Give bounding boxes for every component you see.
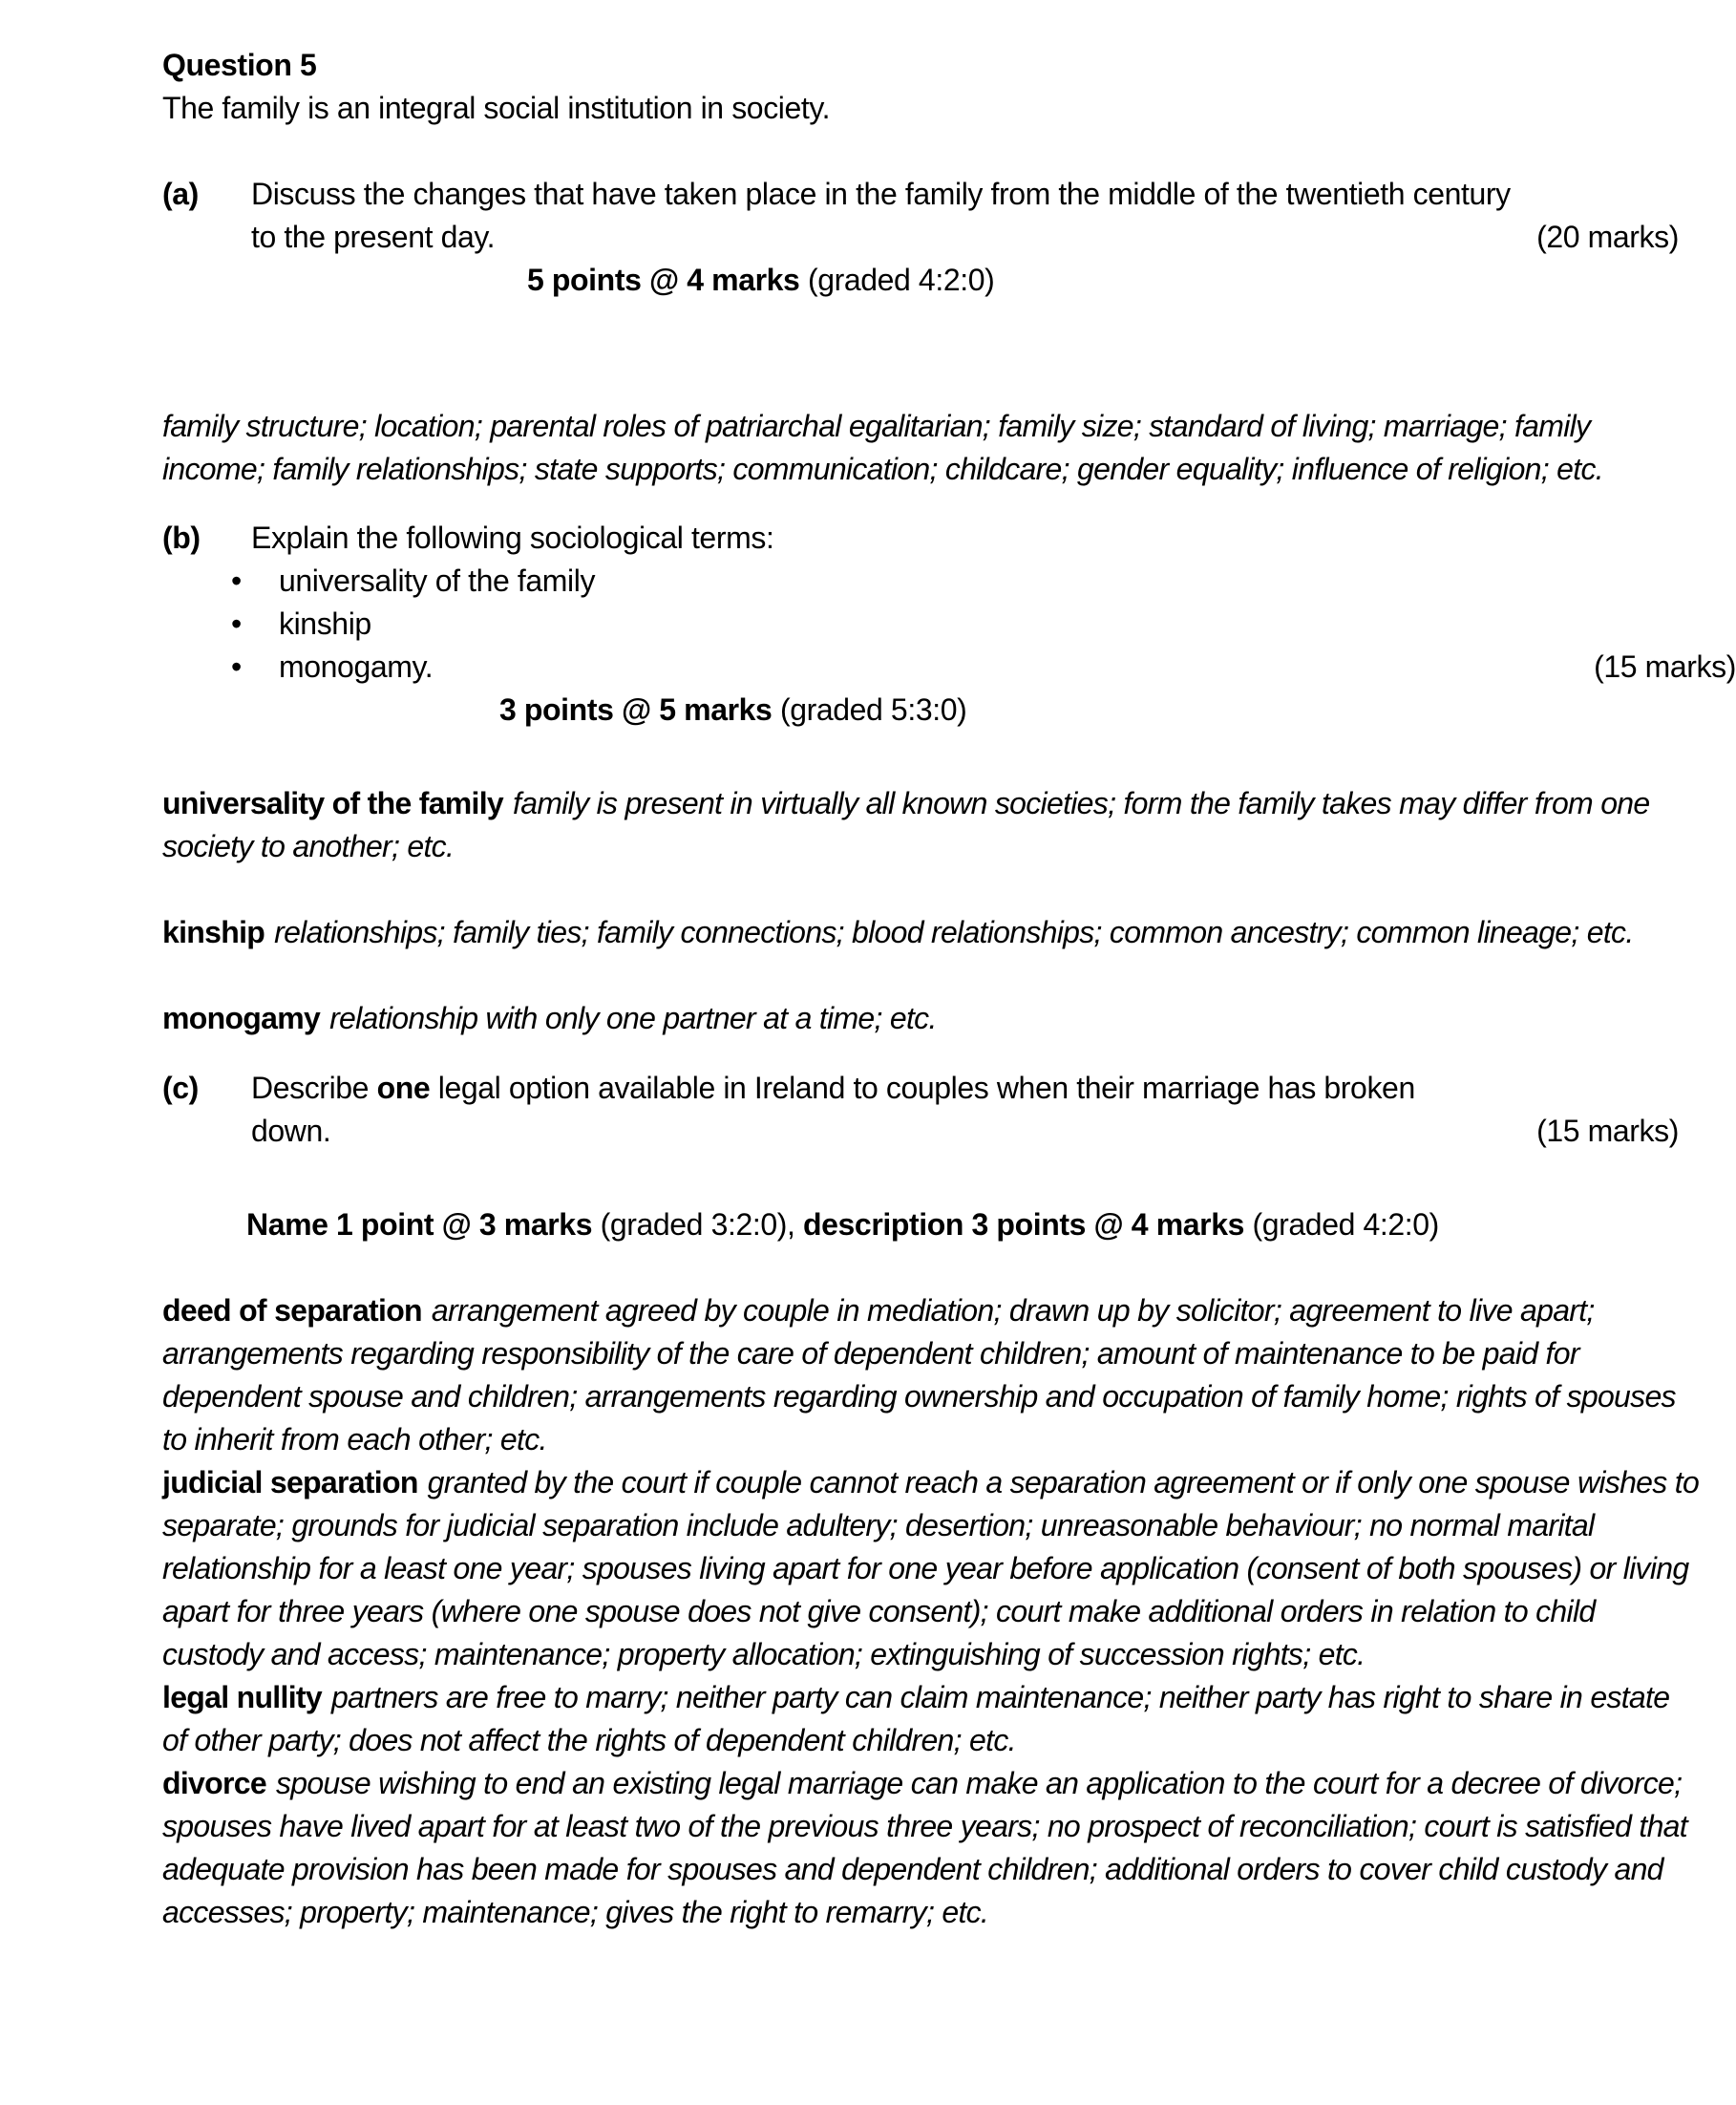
part-c-line2: down.: [251, 1114, 331, 1148]
part-a-grading: [527, 259, 1679, 302]
part-a-body: [251, 173, 1679, 259]
legal-option-term: divorce: [162, 1766, 266, 1800]
part-a-line1: Discuss the changes that have taken place in the family from the middle of the twentieth century: [251, 177, 1511, 211]
legal-option-term: deed of separation: [162, 1293, 422, 1328]
part-a-answer-text: family structure; location; parental roles of patriarchal egalitarian; family size; standard of living; marriage; family income; family relationships; state supports; communication; childcare; gender equality; influence of religion; etc.: [162, 409, 1603, 486]
part-b-grading-bold: 3 points @ 5 marks: [499, 692, 773, 727]
bullet-text: universality of the family: [279, 563, 596, 598]
list-item: [0, 603, 1736, 646]
part-b-grading-note: (graded 5:3:0): [772, 692, 967, 727]
legal-option-text: spouse wishing to end an existing legal marriage can make an application to the court for a decree of divorce; spouses have lived apart for at least two of the previous three years; no prospect of reconciliation; court is satisfied that adequate provision has been made for spouses and dependent children; additional orders to cover child custody and accesses; property; maintenance; gives the right to remarry; etc.: [162, 1766, 1687, 1929]
part-b-marks: (15 marks): [1594, 649, 1736, 684]
part-c-marks: (15 marks): [1536, 1114, 1679, 1148]
definition-text: relationship with only one partner at a time; etc.: [329, 1001, 937, 1035]
definition-text: family is present in virtually all known societies; form the family takes may differ from one society to another; etc.: [162, 786, 1650, 863]
part-a: [162, 173, 1679, 259]
bullet-text: kinship: [279, 606, 371, 641]
bullet-text: monogamy.: [279, 649, 434, 684]
definition-term: monogamy: [162, 1001, 321, 1035]
part-c-label: (c): [162, 1071, 199, 1105]
part-c-answer-block: [162, 1289, 1700, 1934]
part-a-line2-row: [251, 216, 1679, 259]
definition-text: relationships; family ties; family connections; blood relationships; common ancestry; common lineage; etc.: [274, 915, 1634, 949]
part-a-grading-note: (graded 4:2:0): [799, 263, 995, 297]
part-c-grading-note-1: (graded 3:2:0),: [592, 1207, 803, 1242]
legal-option-text: granted by the court if couple cannot reach a separation agreement or if only one spouse wishes to separate; grounds for judicial separation include adultery; desertion; unreasonable behaviour; no normal marital relationship for a least one year; spouses living apart for one year before application (consent of both spouses) or living apart for three years (where one spouse does not give consent); court make additional orders in relation to child custody and access; maintenance; property allocation; extinguishing of succession rights; etc.: [162, 1465, 1700, 1671]
legal-option-divorce: [162, 1762, 1700, 1934]
definition-universality: [162, 782, 1700, 868]
part-c-grading-note-2: (graded 4:2:0): [1244, 1207, 1439, 1242]
part-b-label: (b): [162, 521, 201, 555]
part-a-line2: to the present day.: [251, 220, 496, 254]
part-c-grading-bold-1: Name 1 point @ 3 marks: [246, 1207, 593, 1242]
bullet-icon: •: [231, 649, 242, 684]
legal-option-term: judicial separation: [162, 1465, 418, 1499]
part-a-grading-bold: 5 points @ 4 marks: [527, 263, 800, 297]
part-c-line1-pre: Describe: [251, 1071, 377, 1105]
definition-term: universality of the family: [162, 786, 504, 820]
list-item: [0, 646, 1736, 689]
definition-term: kinship: [162, 915, 265, 949]
part-b-grading: [499, 689, 1679, 732]
part-a-marks: (20 marks): [1536, 220, 1679, 254]
part-c-line2-row: [251, 1110, 1679, 1153]
part-c-line1-post: legal option available in Ireland to couples when their marriage has broken: [430, 1071, 1415, 1105]
bullet-icon: •: [231, 563, 242, 598]
part-b: [162, 517, 1679, 560]
legal-option-deed-of-separation: [162, 1289, 1700, 1461]
list-item: [0, 560, 1736, 603]
definition-kinship: [162, 911, 1700, 954]
part-b-bullet-list: [0, 560, 1736, 689]
legal-option-term: legal nullity: [162, 1680, 322, 1714]
part-c-body: [251, 1067, 1679, 1153]
part-c-grading-bold-2: description 3 points @ 4 marks: [802, 1207, 1244, 1242]
legal-option-text: partners are free to marry; neither party can claim maintenance; neither party has right to share in estate of other party; does not affect the rights of dependent children; etc.: [162, 1680, 1670, 1757]
part-b-prompt: Explain the following sociological terms:: [251, 521, 774, 555]
part-c: [162, 1067, 1679, 1153]
legal-option-judicial-separation: [162, 1461, 1700, 1676]
legal-option-text: arrangement agreed by couple in mediation; drawn up by solicitor; agreement to live apart; arrangements regarding responsibility of the care of dependent children; amount of maintenance to be paid for dependent spouse and children; arrangements regarding ownership and occupation of family home; rights of spouses to inherit from each other; etc.: [162, 1293, 1676, 1456]
part-c-line1: [251, 1067, 1679, 1110]
bullet-icon: •: [231, 606, 242, 641]
definition-monogamy: [162, 997, 1700, 1040]
question-intro: The family is an integral social institution in society.: [162, 91, 831, 125]
part-a-label: (a): [162, 177, 199, 211]
part-c-line1-bold: one: [376, 1071, 431, 1105]
part-c-grading: [246, 1203, 1679, 1246]
legal-option-legal-nullity: [162, 1676, 1700, 1762]
question-title: Question 5: [162, 48, 317, 82]
